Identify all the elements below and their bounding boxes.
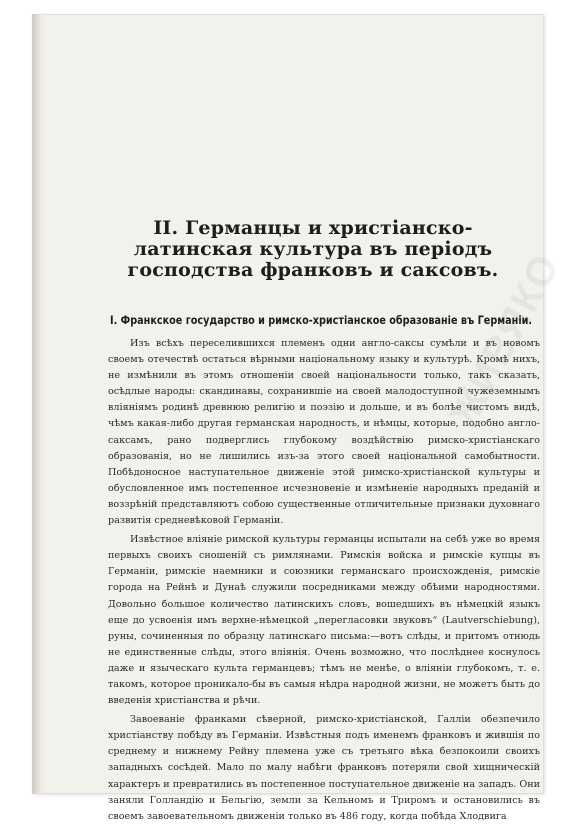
page-fold-shadow <box>32 14 46 794</box>
paragraph-3: Завоеваніе франками сѣверной, римско-христіанской, Галліи обезпечило христіанству побѣду въ Германіи. Извѣстныя подъ именемъ франковъ и жившія по среднему и нижнему Рейну племена уже съ третьяго вѣка безпокоили своихъ западныхъ сосѣдей. Мало по малу набѣги франковъ потеряли свой хищническій характеръ и превратились въ постепенное поступательное движеніе на западъ. Они заняли Голландію и Бельгію, земли за Кельномъ и Триромъ и остановились въ своемъ завоевательномъ движеніи только въ 486 году, когда побѣда Хлодвига <box>108 714 540 822</box>
book-page <box>32 14 569 822</box>
section-heading: I. Франкское государство и римско-христіанское образованіе въ Германіи. <box>110 313 533 327</box>
chapter-title: II. Германцы и христіанско-латинская культура въ періодъ господства франковъ и саксовъ. <box>127 217 499 281</box>
paragraph-2: Извѣстное вліяніе римской культуры германцы испытали на себѣ уже во время первыхъ своихъ сношеній съ римлянами. Римскія войска и римскіе купцы въ Германіи, римскіе наемники и союзники германскаго происхожденія, римскіе города на Рейнѣ и Дунаѣ служили посредниками между обѣими народностями. Довольно большое количество латинскихъ словъ, вошедшихъ въ нѣмецкій языкъ еще до усвоенія имъ верхне-нѣмецкой „перегласовки звуковъ“ (Lautverschiebung), руны, сочиненныя по образцу латинскаго письма:—вотъ слѣды, и притомъ отнюдь не единственные слѣды, этого вліянія. Очень возможно, что послѣднее коснулось даже и языческаго культа германцевъ; тѣмъ не менѣе, о вліяніи глубокомъ, т. е. такомъ, которое проникало-бы въ самыя нѣдра народной жизни, не можетъ быть до введенія христіанства и рѣчи. <box>108 534 540 707</box>
watermark: ЖИВЯКО <box>441 246 569 434</box>
paragraph-1: Изъ всѣхъ переселившихся племенъ одни англо-саксы сумѣли и въ новомъ своемъ отечествѣ остаться вѣрными національному языку и культурѣ. Кромѣ нихъ, не измѣнили въ этомъ отношеніи своей національности только, такъ сказать, осѣдлые народы: скандинавы, сохранившіе на своей малодоступной чужеземнымъ вліяніямъ родинѣ древнюю религію и поэзію и дольше, и въ болѣе чистомъ видѣ, чѣмъ какая-либо другая германская народность, и нѣмцы, которые, подобно англо-саксамъ, рано подверглись глубокому воздѣйствію римско-христіанскаго образованія, но не лишились изъ-за этого своей національной самобытности. Побѣдоносное наступательное движеніе этой римско-христіанской культуры и обусловленное имъ постепенное исчезновеніе и измѣненіе народныхъ преданій и воззрѣній представляютъ собою существенные отличительные признаки духовнаго развитія средневѣковой Германіи. <box>108 338 540 527</box>
body-text <box>108 336 540 828</box>
